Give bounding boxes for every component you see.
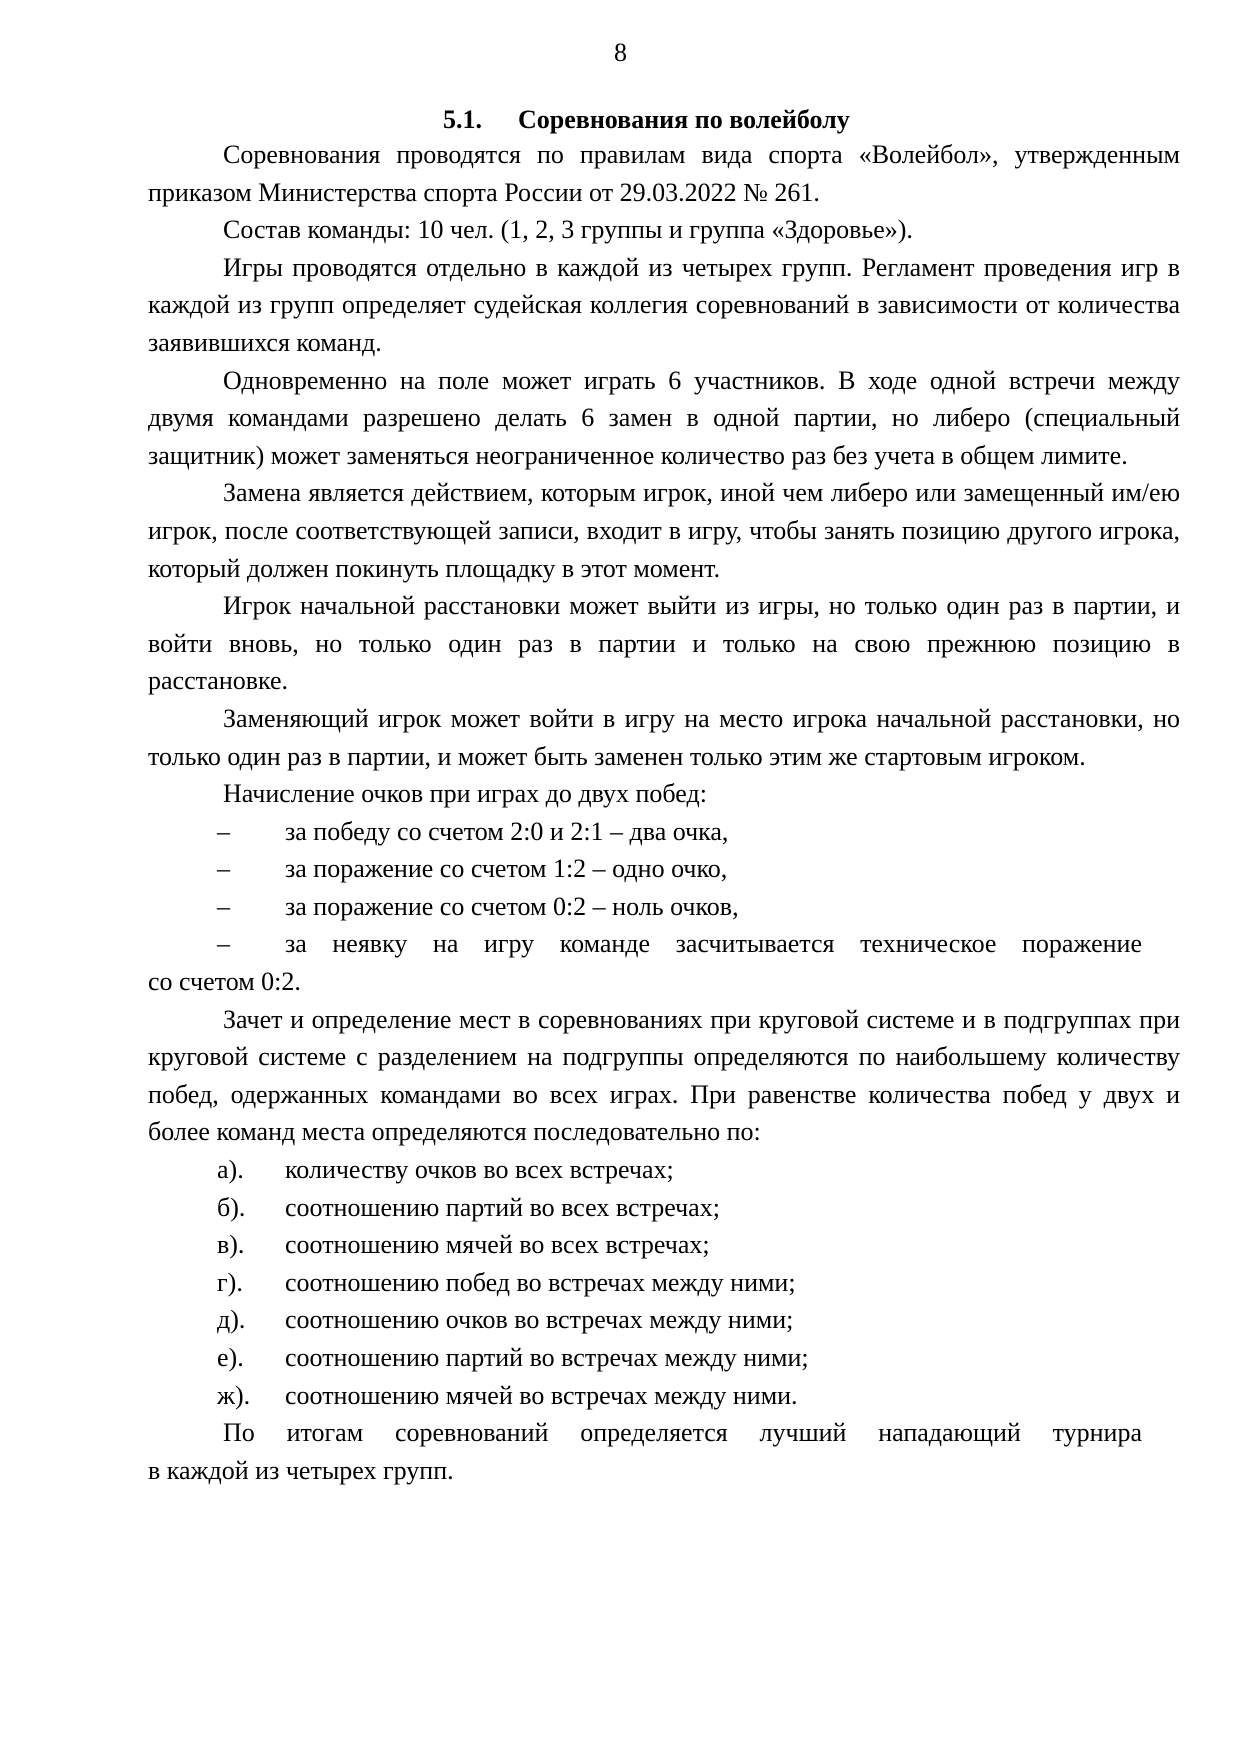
dash-marker: – — [217, 854, 230, 884]
tiebreak-list — [148, 1151, 1180, 1414]
section-heading — [443, 101, 850, 139]
section-title: Соревнования по волейболу — [518, 105, 850, 134]
section-number: 5.1. — [443, 105, 482, 134]
paragraph-rules: Соревнования проводятся по правилам вида спорта «Волейбол», утвержденным приказом Министерства спорта России от 29.03.2022 № 261. — [148, 140, 1180, 207]
dash-marker: – — [217, 929, 230, 959]
paragraph-ranking: Зачет и определение мест в соревнованиях при круговой системе и в подгруппах при круговой системе с разделением на подгруппы определяются по наибольшему количеству побед, одержанных командами во всех играх. При равенстве количества побед у двух и более команд места определяются последовательно по: — [148, 1004, 1180, 1147]
letter-marker: д). — [217, 1305, 246, 1335]
paragraph-line: По итогам соревнований определяется лучший нападающий турнира — [223, 1418, 1142, 1448]
list-item-text: соотношению очков во встречах между ними; — [285, 1305, 794, 1335]
scoring-list — [148, 813, 1180, 1001]
list-item-text: соотношению мячей во всех встречах; — [285, 1230, 710, 1260]
list-item-text: соотношению партий во всех встречах; — [285, 1192, 720, 1222]
list-item — [148, 1301, 1180, 1339]
document-body — [148, 136, 1180, 1489]
list-item-text: за поражение со счетом 0:2 – ноль очков, — [285, 891, 739, 921]
list-item — [148, 850, 1180, 888]
page-number: 8 — [614, 38, 627, 67]
list-item-text: за неявку на игру команде засчитывается техническое поражение — [285, 929, 1142, 959]
list-item — [148, 888, 1180, 926]
paragraph-team-composition: Состав команды: 10 чел. (1, 2, 3 группы и группа «Здоровье»). — [223, 215, 913, 245]
list-item — [148, 1151, 1180, 1189]
letter-marker: а). — [217, 1155, 244, 1185]
list-item-text: соотношению мячей во встречах между ними. — [285, 1380, 798, 1410]
list-item-text: за поражение со счетом 1:2 – одно очко, — [285, 854, 728, 884]
paragraph-starting-player: Игрок начальной расстановки может выйти из игры, но только один раз в партии, и войти вновь, но только один раз в партии и только на свою прежнюю позицию в расстановке. — [148, 591, 1180, 696]
paragraph-games-groups: Игры проводятся отдельно в каждой из четырех групп. Регламент проведения игр в каждой из групп определяет судейская коллегия соревнований в зависимости от количества заявившихся команд. — [148, 252, 1180, 357]
paragraph-players-on-court: Одновременно на поле может играть 6 участников. В ходе одной встречи между двумя командами разрешено делать 6 замен в одной партии, но либеро (специальный защитник) может заменяться неограниченное количество раз без учета в общем лимите. — [148, 365, 1180, 470]
letter-marker: е). — [217, 1343, 244, 1372]
paragraph-line: в каждой из четырех групп. — [148, 1455, 454, 1485]
list-item — [148, 813, 1180, 851]
paragraph-best-attacker — [148, 1414, 1180, 1489]
dash-marker: – — [217, 891, 230, 921]
letter-marker: б). — [217, 1192, 246, 1222]
dash-marker: – — [217, 816, 230, 846]
letter-marker: г). — [217, 1267, 243, 1297]
paragraph-substitution: Замена является действием, которым игрок, иной чем либеро или замещенный им/ею игрок, после соответствующей записи, входит в игру, чтобы занять позицию другого игрока, который должен покинуть площадку в этот момент. — [148, 478, 1180, 583]
list-item-text: за победу со счетом 2:0 и 2:1 – два очка, — [285, 816, 729, 846]
list-item — [148, 1226, 1180, 1264]
paragraph-substitute-player: Заменяющий игрок может войти в игру на место игрока начальной расстановки, но только один раз в партии, и может быть заменен только этим же стартовым игроком. — [148, 703, 1180, 771]
list-item — [148, 1189, 1180, 1227]
list-item — [148, 1264, 1180, 1302]
letter-marker: в). — [217, 1230, 245, 1260]
paragraph-scoring-intro: Начисление очков при играх до двух побед: — [223, 779, 707, 809]
list-item — [148, 1339, 1180, 1377]
list-item-text: соотношению побед во встречах между ними; — [285, 1267, 796, 1297]
list-item-text: количеству очков во всех встречах; — [285, 1155, 674, 1185]
list-item-text: соотношению партий во встречах между ними; — [285, 1343, 809, 1372]
letter-marker: ж). — [217, 1380, 251, 1410]
list-item — [148, 1377, 1180, 1415]
list-item — [148, 925, 1180, 1000]
list-item-text-continuation: со счетом 0:2. — [148, 967, 301, 997]
